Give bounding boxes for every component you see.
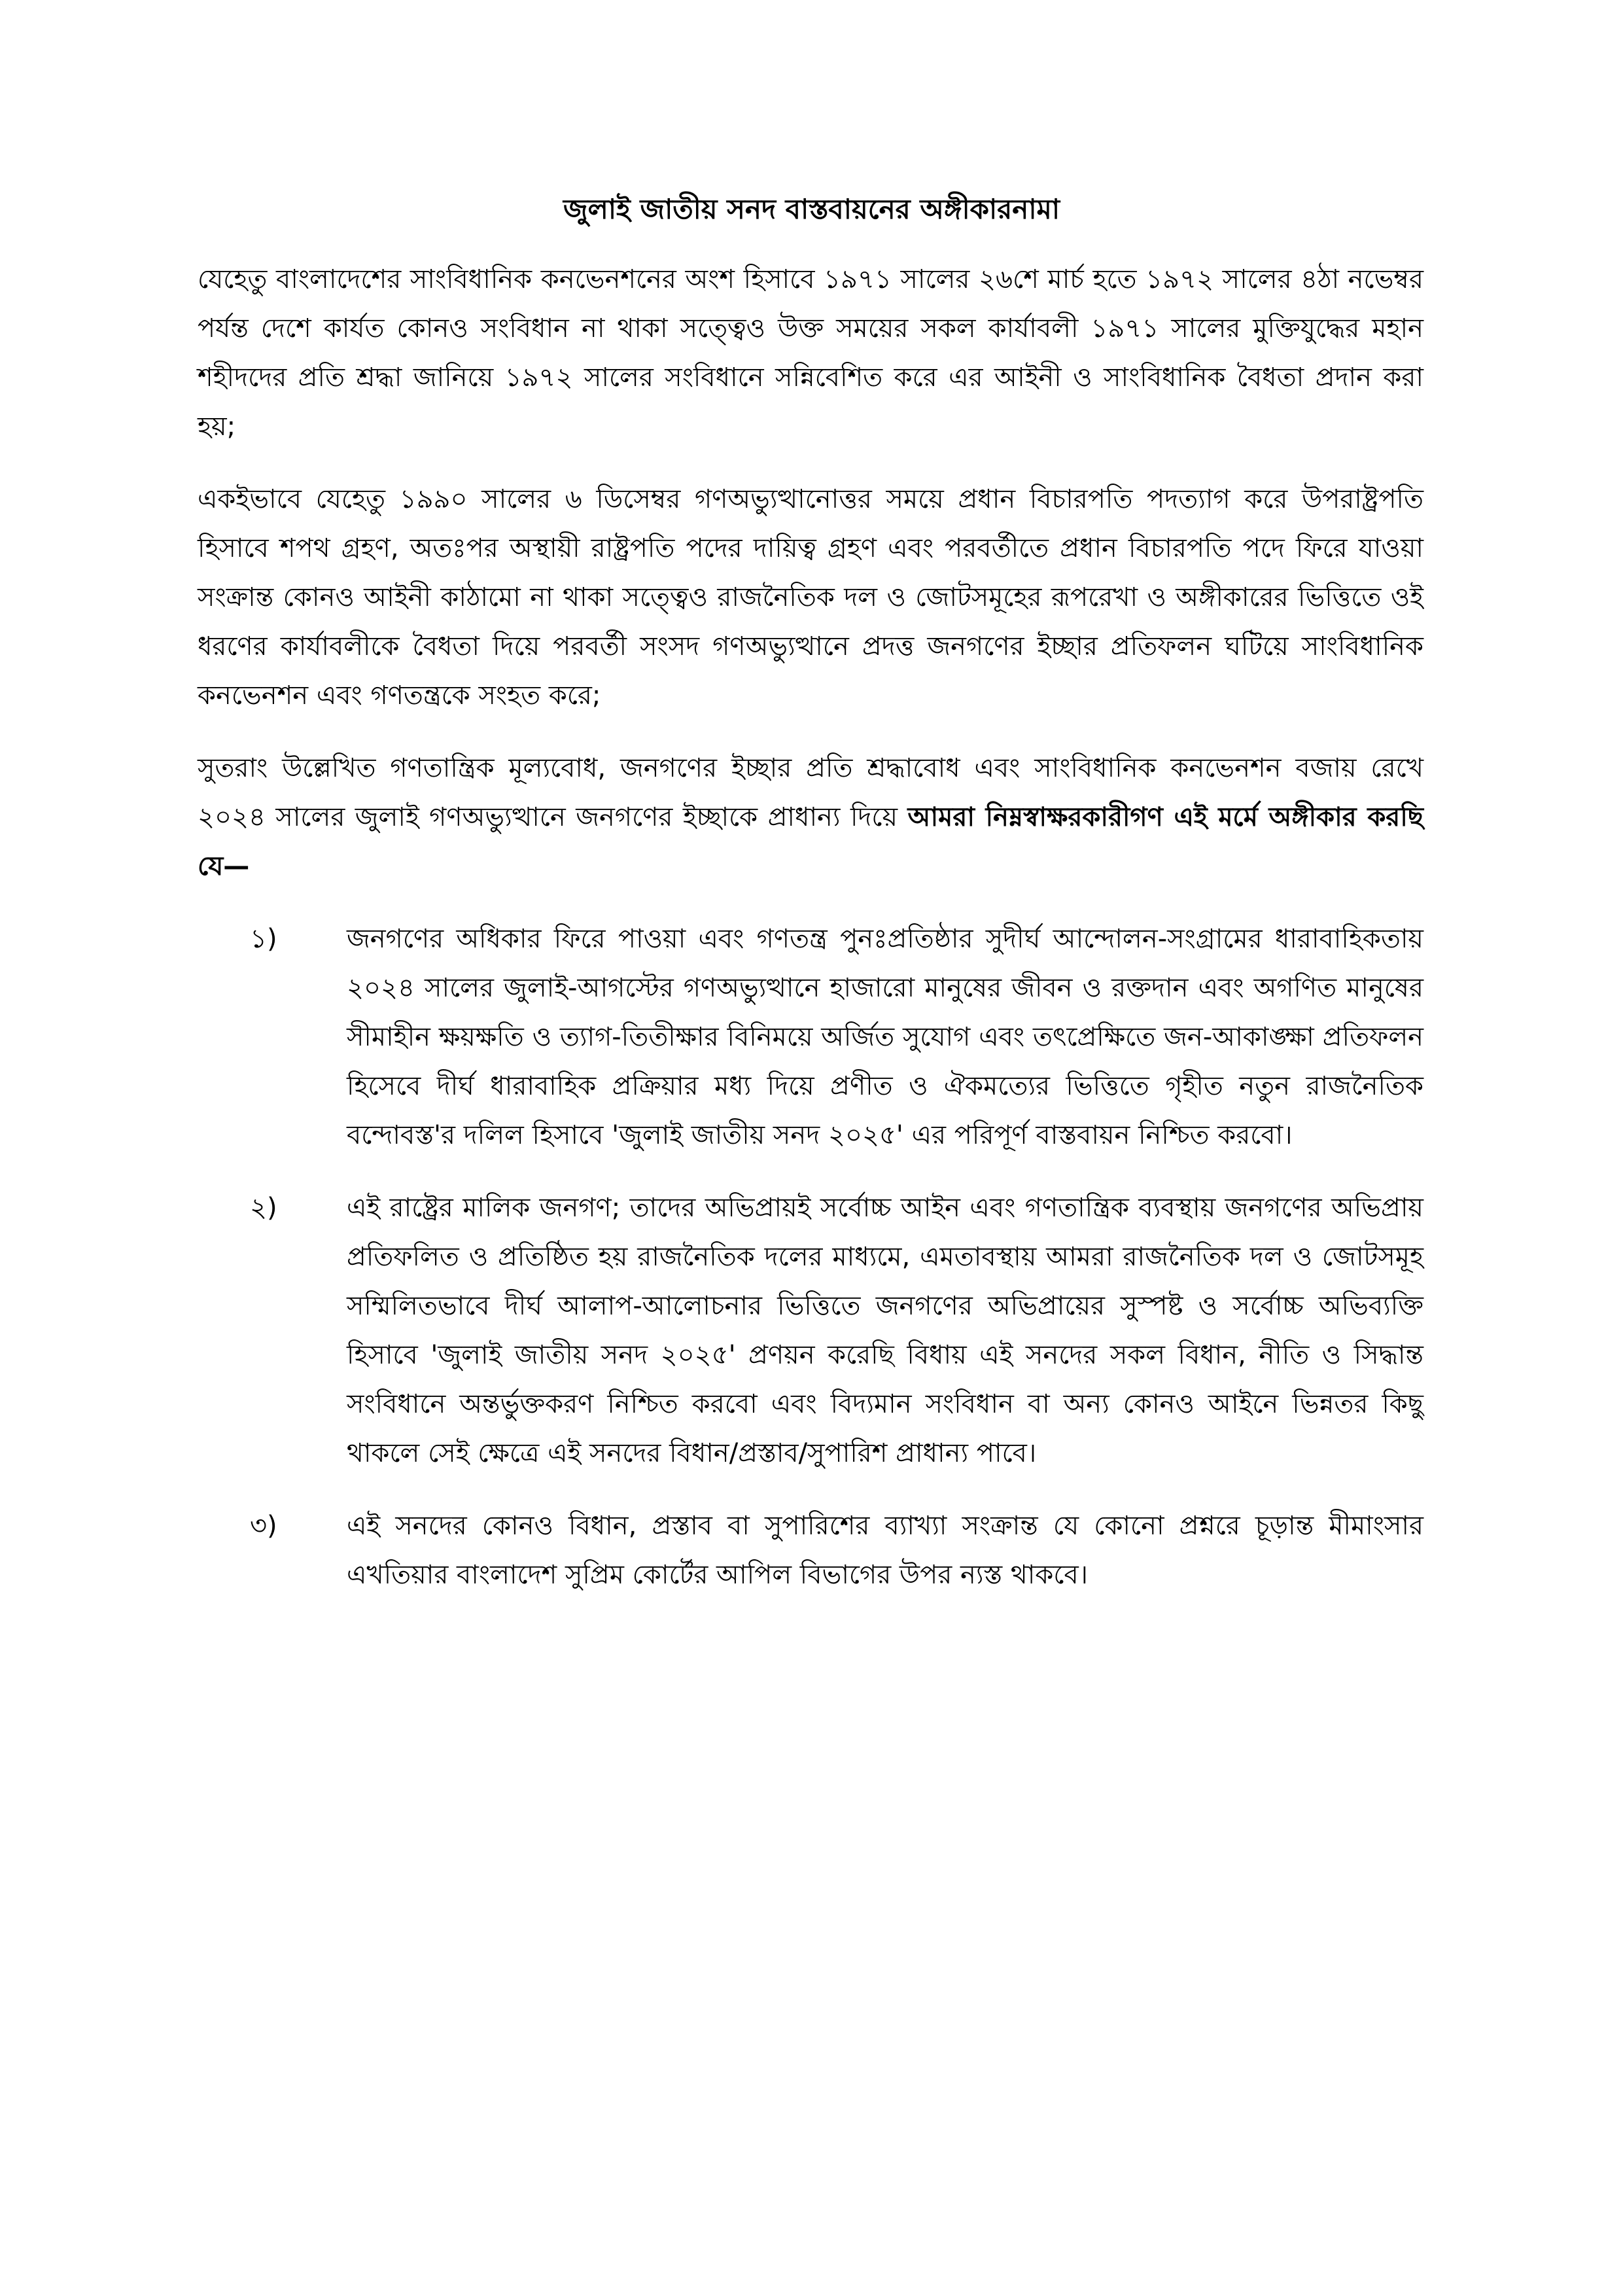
pledge-intro-paragraph <box>198 744 1423 891</box>
pledge-item <box>198 915 1423 1160</box>
pledge-item <box>198 1184 1423 1478</box>
document-body <box>198 255 1423 1623</box>
preamble-paragraph-1: যেহেতু বাংলাদেশের সাংবিধানিক কনভেনশনের অংশ হিসাবে ১৯৭১ সালের ২৬শে মার্চ হতে ১৯৭২ সালের ৪ঠা নভেম্বর পর্যন্ত দেশে কার্যত কোনও সংবিধান না থাকা সত্ত্বেও উক্ত সময়ের সকল কার্যাবলী ১৯৭১ সালের মুক্তিযুদ্ধের মহান শহীদদের প্রতি শ্রদ্ধা জানিয়ে ১৯৭২ সালের সংবিধানে সন্নিবেশিত করে এর আইনী ও সাংবিধানিক বৈধতা প্রদান করা হয়; <box>198 264 1423 442</box>
document-title: জুলাই জাতীয় সনদ বাস্তবায়নের অঙ্গীকারনামা <box>563 193 1060 225</box>
pledge-item <box>198 1502 1423 1600</box>
pledge-list <box>198 915 1423 1600</box>
pledge-number: ২) <box>250 1193 277 1223</box>
pledge-text: জনগণের অধিকার ফিরে পাওয়া এবং গণতন্ত্র পুনঃপ্রতিষ্ঠার সুদীর্ঘ আন্দোলন-সংগ্রামের ধারাবাহিকতায় ২০২৪ সালের জুলাই-আগস্টের গণঅভ্যুত্থানে হাজারো মানুষের জীবন ও রক্তদান এবং অগণিত মানুষের সীমাহীন ক্ষয়ক্ষতি ও ত্যাগ-তিতীক্ষার বিনিময়ে অর্জিত সুযোগ এবং তৎপ্রেক্ষিতে জন-আকাঙ্ক্ষা প্রতিফলন হিসেবে দীর্ঘ ধারাবাহিক প্রক্রিয়ার মধ্য দিয়ে প্রণীত ও ঐকমত্যের ভিত্তিতে গৃহীত নতুন রাজনৈতিক বন্দোবস্ত'র দলিল হিসাবে 'জুলাই জাতীয় সনদ ২০২৫' এর পরিপূর্ণ বাস্তবায়ন নিশ্চিত করবো। <box>347 924 1423 1150</box>
pledge-intro-bold-text: আমরা নিম্নস্বাক্ষরকারীগণ এই মর্মে অঙ্গীকার করছি যে— <box>198 802 1423 881</box>
pledge-number: ১) <box>250 924 277 954</box>
pledge-number: ৩) <box>250 1511 277 1541</box>
pledge-text: এই সনদের কোনও বিধান, প্রস্তাব বা সুপারিশের ব্যাখ্যা সংক্রান্ত যে কোনো প্রশ্নরে চূড়ান্ত মীমাংসার এখতিয়ার বাংলাদেশ সুপ্রিম কোর্টের আপিল বিভাগের উপর ন্যস্ত থাকবে। <box>347 1511 1423 1590</box>
pledge-text: এই রাষ্ট্রের মালিক জনগণ; তাদের অভিপ্রায়ই সর্বোচ্চ আইন এবং গণতান্ত্রিক ব্যবস্থায় জনগণের অভিপ্রায় প্রতিফলিত ও প্রতিষ্ঠিত হয় রাজনৈতিক দলের মাধ্যমে, এমতাবস্থায় আমরা রাজনৈতিক দল ও জোটসমূহ সম্মিলিতভাবে দীর্ঘ আলাপ-আলোচনার ভিত্তিতে জনগণের অভিপ্রায়ের সুস্পষ্ট ও সর্বোচ্চ অভিব্যক্তি হিসাবে 'জুলাই জাতীয় সনদ ২০২৫' প্রণয়ন করেছি বিধায় এই সনদের সকল বিধান, নীতি ও সিদ্ধান্ত সংবিধানে অন্তর্ভুক্তকরণ নিশ্চিত করবো এবং বিদ্যমান সংবিধান বা অন্য কোনও আইনে ভিন্নতর কিছু থাকলে সেই ক্ষেত্রে এই সনদের বিধান/প্রস্তাব/সুপারিশ প্রাধান্য পাবে। <box>347 1193 1423 1468</box>
pledge-intro-text: সুতরাং উল্লেখিত গণতান্ত্রিক মূল্যবোধ, জনগণের ইচ্ছার প্রতি শ্রদ্ধাবোধ এবং সাংবিধানিক কনভেনশন বজায় রেখে ২০২৪ সালের জুলাই গণঅভ্যুত্থানে জনগণের ইচ্ছাকে প্রাধান্য দিয়ে <box>198 753 1423 832</box>
preamble-paragraph-2: একইভাবে যেহেতু ১৯৯০ সালের ৬ ডিসেম্বর গণঅভ্যুত্থানোত্তর সময়ে প্রধান বিচারপতি পদত্যাগ করে উপরাষ্ট্রপতি হিসাবে শপথ গ্রহণ, অতঃপর অস্থায়ী রাষ্ট্রপতি পদের দায়িত্ব গ্রহণ এবং পরবর্তীতে প্রধান বিচারপতি পদে ফিরে যাওয়া সংক্রান্ত কোনও আইনী কাঠামো না থাকা সত্ত্বেও রাজনৈতিক দল ও জোটসমূহের রূপরেখা ও অঙ্গীকারের ভিত্তিতে ওই ধরণের কার্যাবলীকে বৈধতা দিয়ে পরবর্তী সংসদ গণঅভ্যুত্থানে প্রদত্ত জনগণের ইচ্ছার প্রতিফলন ঘটিয়ে সাংবিধানিক কনভেনশন এবং গণতন্ত্রকে সংহত করে; <box>198 484 1423 711</box>
